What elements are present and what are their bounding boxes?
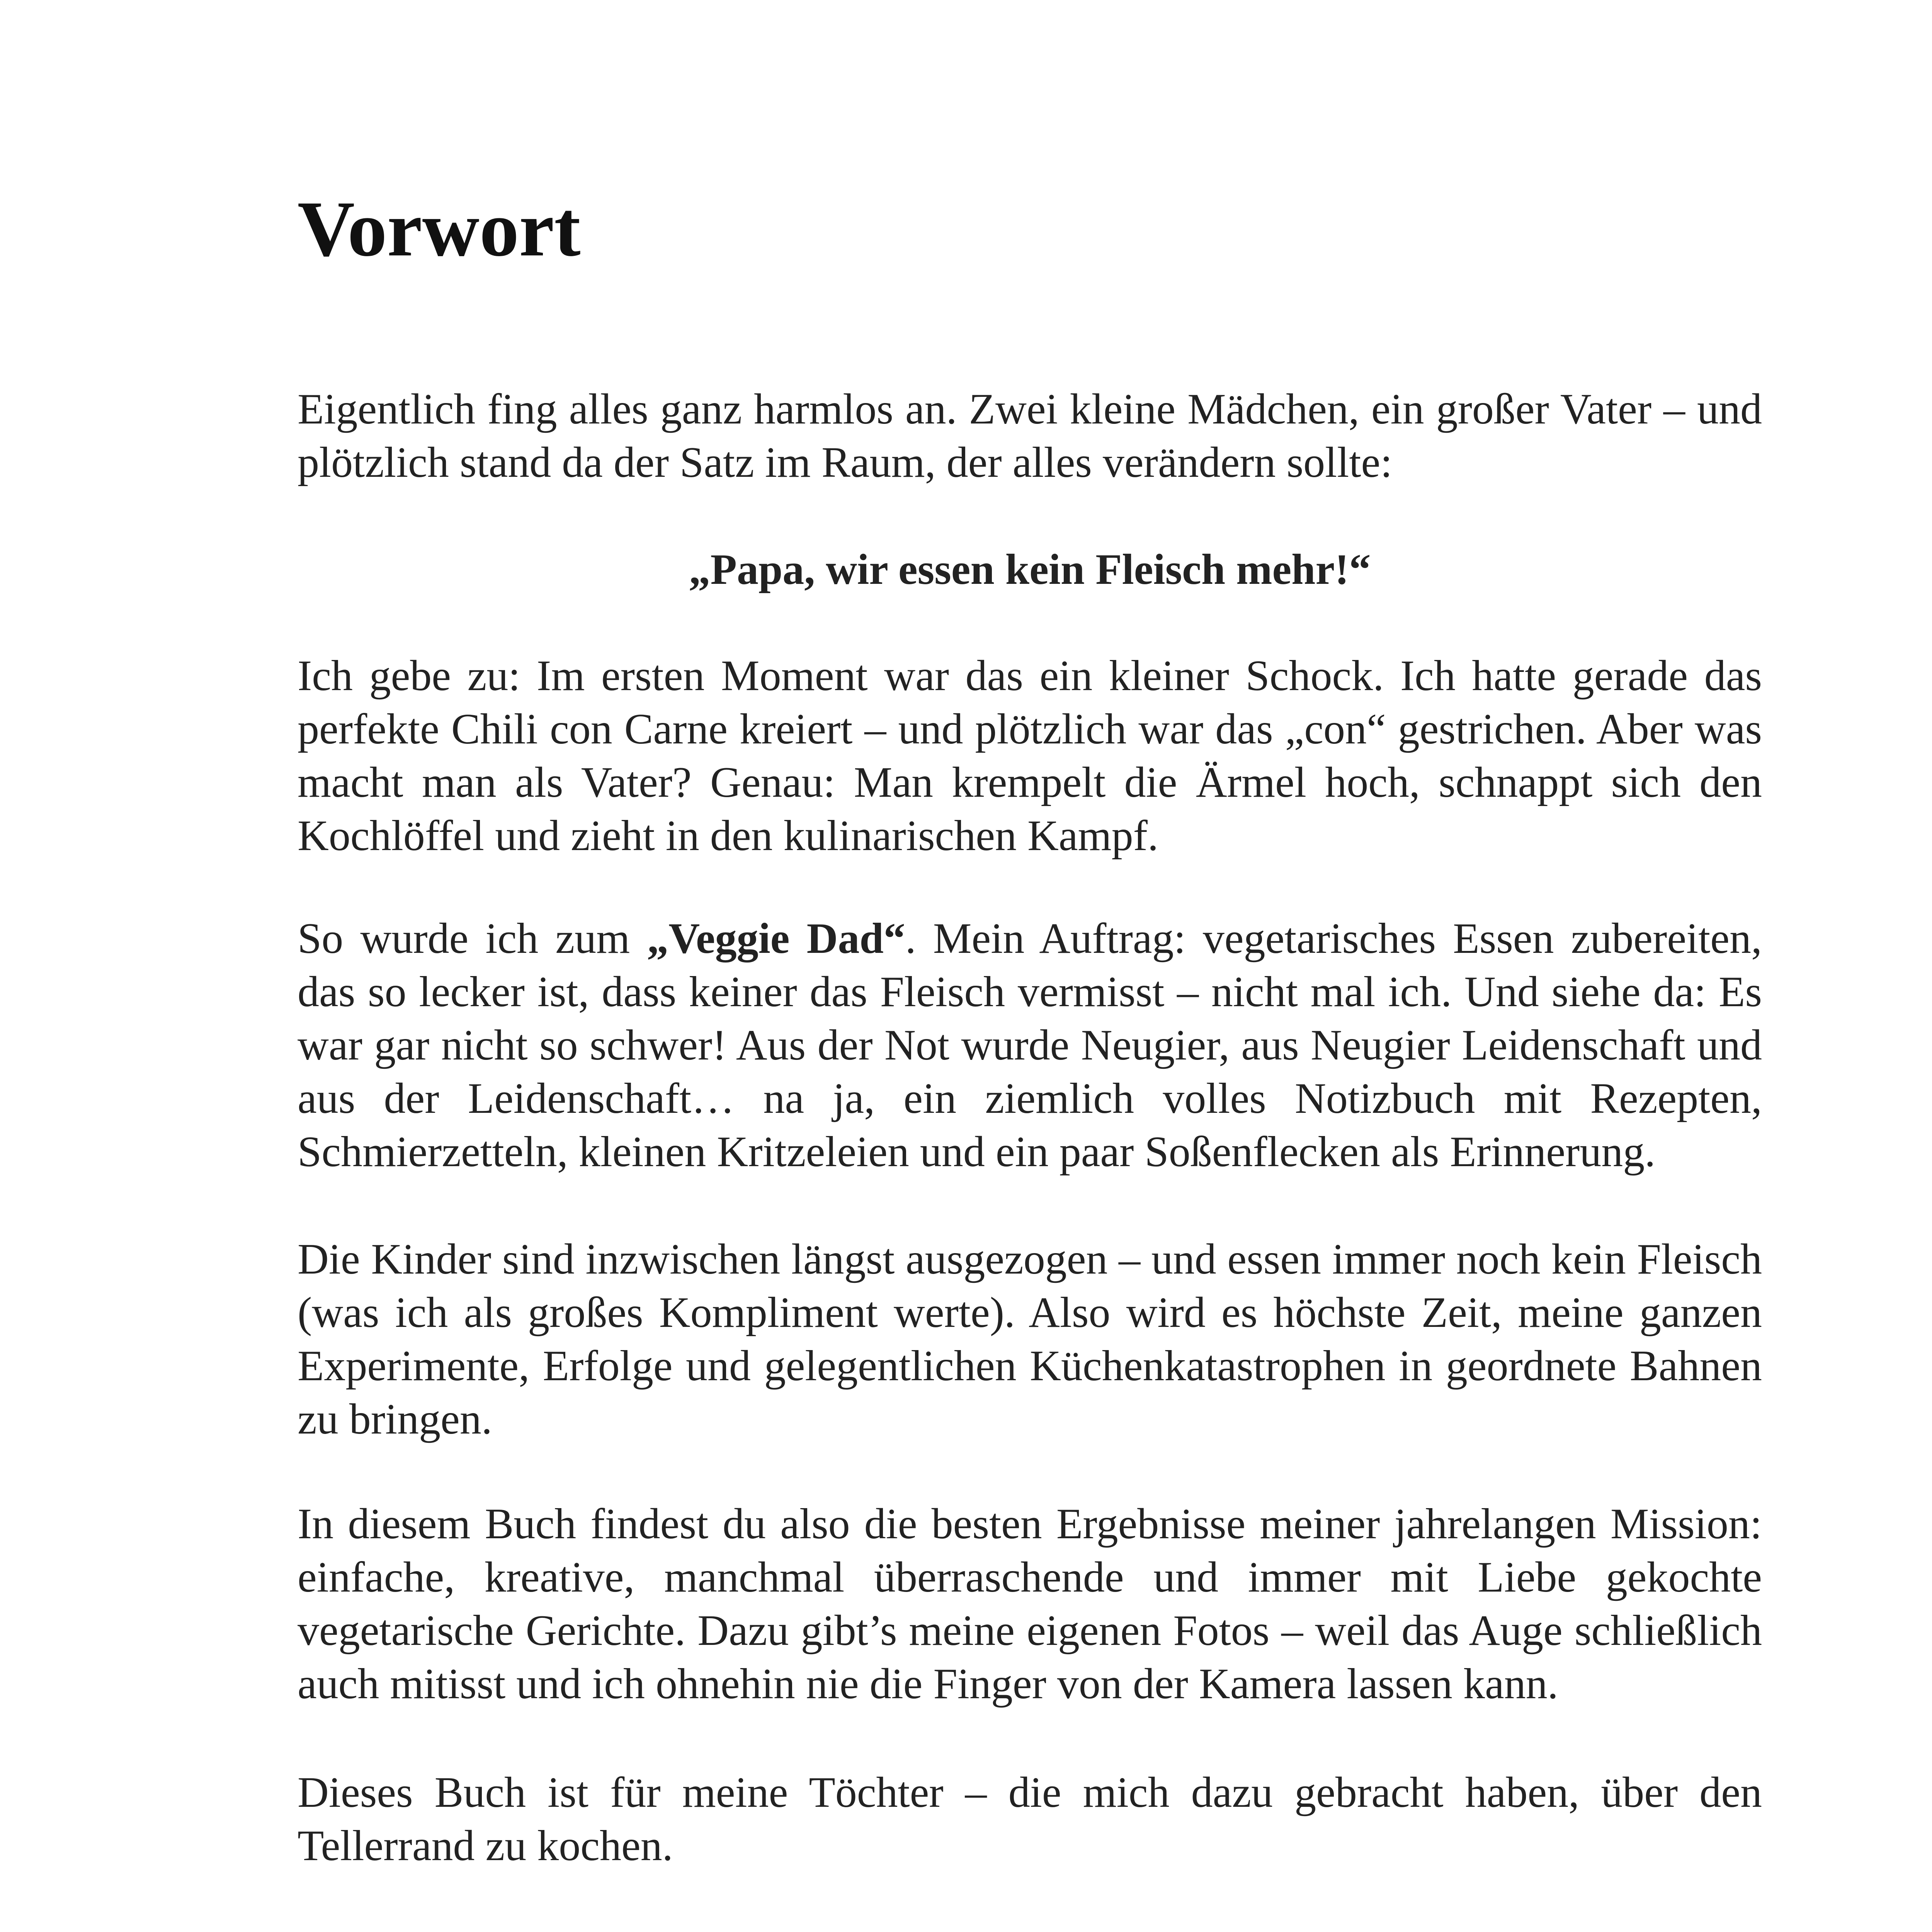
paragraph-toechter: Dieses Buch ist für meine Töchter – die mich dazu gebracht haben, über den Tellerrand zu kochen. [298, 1769, 1762, 1870]
paragraph-intro: Eigentlich fing alles ganz harmlos an. Zwei kleine Mädchen, ein großer Vater – und plötzlich stand da der Satz im Raum, der alles verändern sollte: [298, 385, 1762, 486]
page-title: Vorwort [298, 185, 581, 273]
paragraph-kinder: Die Kinder sind inzwischen längst ausgezogen – und essen immer noch kein Fleisch (was ich als großes Kompliment werte). Also wird es höchste Zeit, meine ganzen Experimente, Erfolge und gelegentlichen Küchenkatastrophen in geordnete Bahnen zu bringen. [298, 1235, 1762, 1443]
paragraph-shock: Ich gebe zu: Im ersten Moment war das ein kleiner Schock. Ich hatte gerade das perfekte Chili con Carne kreiert – und plötzlich war das „con“ gestrichen. Aber was macht man als Vater? Genau: Man krempelt die Ärmel hoch, schnappt sich den Kochlöffel und zieht in den kulinarischen Kampf. [298, 652, 1762, 860]
paragraph-veggie-dad-start: So wurde ich zum [298, 915, 647, 963]
paragraph-buch: In diesem Buch findest du also die besten Ergebnisse meiner jahrelangen Mission: einfache, kreative, manchmal überraschende und immer mit Liebe gekochte vegetarische Gerichte. Dazu gibt’s meine eigenen Fotos – weil das Auge schließlich auch mitisst und ich ohnehin nie die Finger von der Kamera lassen kann. [298, 1500, 1762, 1708]
veggie-dad-emphasis: „Veggie Dad“ [647, 915, 905, 963]
paragraph-veggie-dad-rest: . Mein Auftrag: vegetarisches Essen zubereiten, das so lecker ist, dass keiner das Fleisch vermisst – nicht mal ich. Und siehe da: Es war gar nicht so schwer! Aus der Not wurde Neugier, aus Neugier Leidenschaft und aus der Leidenschaft… na ja, ein ziemlich volles Notizbuch mit Rezepten, Schmierzetteln, kleinen Kritzeleien und ein paar Soßenflecken als Erinnerung. [298, 915, 1762, 1176]
quote-line: „Papa, wir essen kein Fleisch mehr!“ [689, 546, 1371, 594]
paragraph-veggie-dad [298, 912, 1762, 1179]
